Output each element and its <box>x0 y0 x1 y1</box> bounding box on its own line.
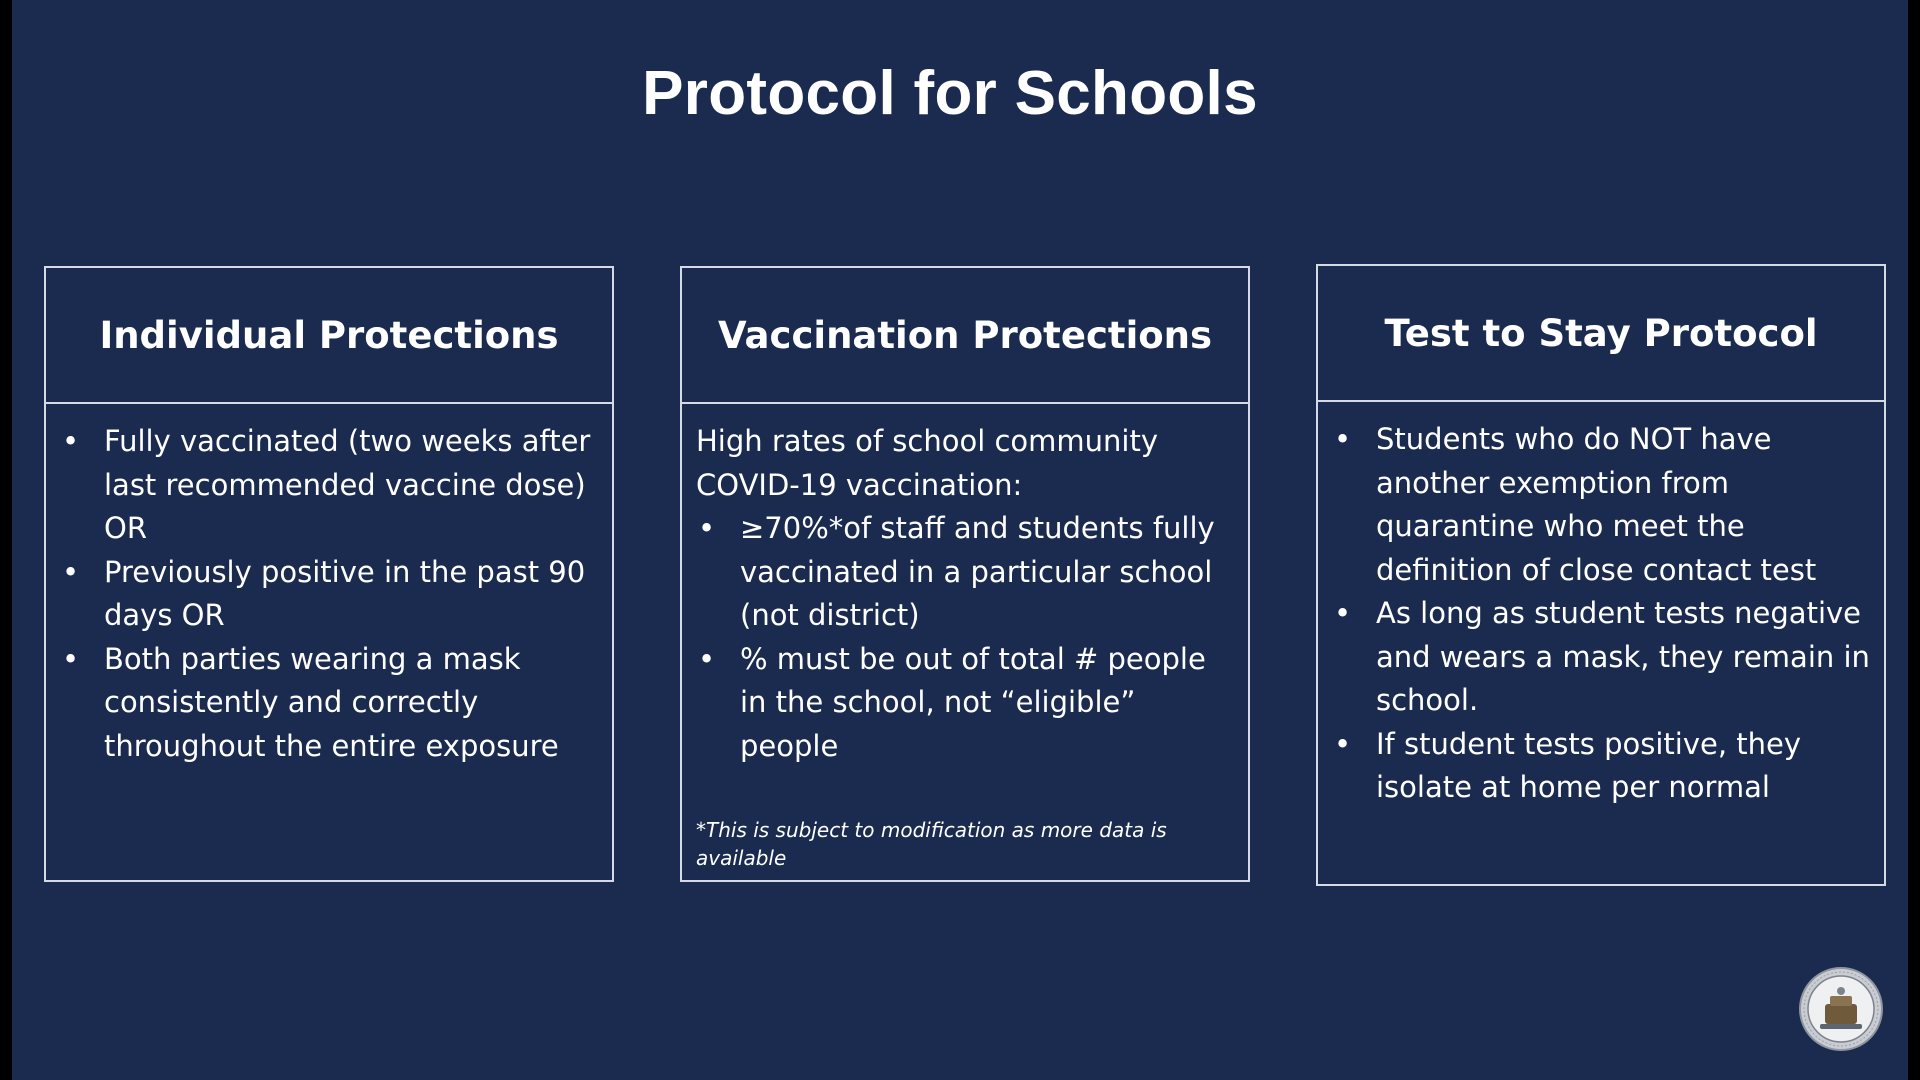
card-heading: Test to Stay Protocol <box>1318 266 1884 402</box>
card-body <box>682 404 1248 768</box>
bullet-item: • Students who do NOT have another exemption from quarantine who meet the definition of close contact test <box>1332 418 1870 592</box>
slide <box>12 0 1908 1080</box>
bullet-item: • As long as student tests negative and wears a mask, they remain in school. <box>1332 592 1870 723</box>
card-vaccination-protections <box>680 266 1250 882</box>
card-individual-protections <box>44 266 614 882</box>
slide-title: Protocol for Schools <box>642 59 1258 128</box>
bullet-item: • Fully vaccinated (two weeks after last recommended vaccine dose) OR <box>60 420 598 551</box>
bullet-item: • Both parties wearing a mask consistently and correctly throughout the entire exposure <box>60 638 598 769</box>
bullet-item: • Previously positive in the past 90 days OR <box>60 551 598 638</box>
card-heading: Individual Protections <box>46 268 612 404</box>
bullet-item: • If student tests positive, they isolate at home per normal <box>1332 723 1870 810</box>
footnote: *This is subject to modification as more data is available <box>696 818 1167 870</box>
bullet-list <box>60 420 598 768</box>
card-intro-text: High rates of school community COVID-19 vaccination: <box>696 424 1159 502</box>
card-body <box>1318 402 1884 810</box>
bullet-list <box>1332 418 1870 810</box>
state-seal-icon <box>1798 966 1884 1052</box>
bullet-item: • ≥70%*of staff and students fully vaccinated in a particular school (not district) <box>696 507 1234 638</box>
card-heading: Vaccination Protections <box>682 268 1248 404</box>
bullet-list <box>696 507 1234 768</box>
card-body <box>46 404 612 768</box>
card-test-to-stay-protocol <box>1316 264 1886 886</box>
bullet-item: • % must be out of total # people in the school, not “eligible” people <box>696 638 1234 769</box>
